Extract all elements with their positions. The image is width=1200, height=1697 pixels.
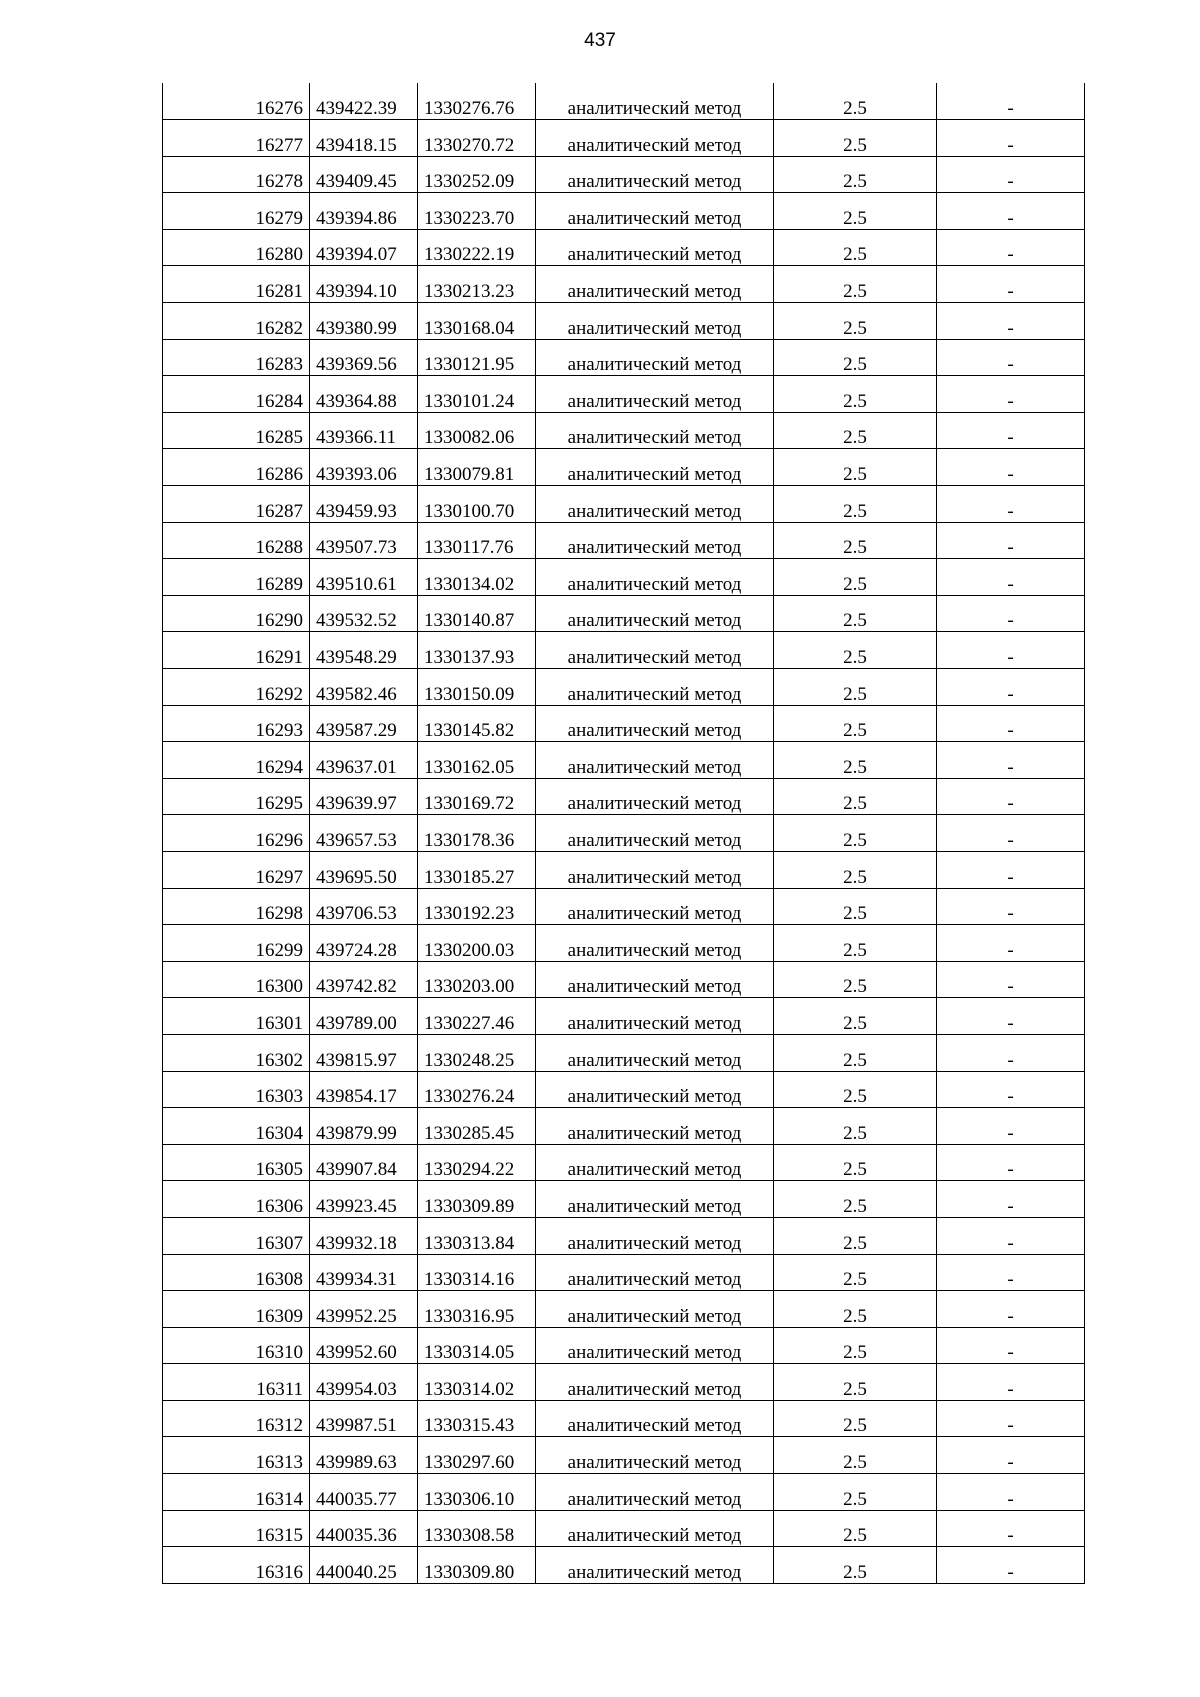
x-coordinate-cell: 439907.84 xyxy=(310,1144,418,1181)
point-number-cell: 16292 xyxy=(163,669,310,706)
accuracy-cell: 2.5 xyxy=(774,83,937,120)
x-coordinate-cell: 439954.03 xyxy=(310,1364,418,1401)
accuracy-cell: 2.5 xyxy=(774,486,937,523)
method-cell: аналитический метод xyxy=(536,1254,774,1291)
table-row xyxy=(163,595,1085,632)
point-number-cell: 16284 xyxy=(163,376,310,413)
accuracy-cell: 2.5 xyxy=(774,120,937,157)
accuracy-cell: 2.5 xyxy=(774,522,937,559)
x-coordinate-cell: 439422.39 xyxy=(310,83,418,120)
note-cell: - xyxy=(937,1474,1085,1511)
method-cell: аналитический метод xyxy=(536,1217,774,1254)
method-cell: аналитический метод xyxy=(536,412,774,449)
x-coordinate-cell: 439815.97 xyxy=(310,1034,418,1071)
x-coordinate-cell: 439394.86 xyxy=(310,193,418,230)
table-row xyxy=(163,1181,1085,1218)
y-coordinate-cell: 1330314.16 xyxy=(418,1254,536,1291)
table-row xyxy=(163,1217,1085,1254)
table-row xyxy=(163,1071,1085,1108)
table-row xyxy=(163,778,1085,815)
y-coordinate-cell: 1330313.84 xyxy=(418,1217,536,1254)
accuracy-cell: 2.5 xyxy=(774,303,937,340)
x-coordinate-cell: 439695.50 xyxy=(310,851,418,888)
point-number-cell: 16283 xyxy=(163,339,310,376)
table-row xyxy=(163,1327,1085,1364)
point-number-cell: 16313 xyxy=(163,1437,310,1474)
table-row xyxy=(163,486,1085,523)
method-cell: аналитический метод xyxy=(536,961,774,998)
point-number-cell: 16276 xyxy=(163,83,310,120)
method-cell: аналитический метод xyxy=(536,376,774,413)
method-cell: аналитический метод xyxy=(536,1547,774,1584)
point-number-cell: 16281 xyxy=(163,266,310,303)
point-number-cell: 16306 xyxy=(163,1181,310,1218)
x-coordinate-cell: 439459.93 xyxy=(310,486,418,523)
accuracy-cell: 2.5 xyxy=(774,1071,937,1108)
y-coordinate-cell: 1330101.24 xyxy=(418,376,536,413)
point-number-cell: 16305 xyxy=(163,1144,310,1181)
x-coordinate-cell: 439932.18 xyxy=(310,1217,418,1254)
y-coordinate-cell: 1330297.60 xyxy=(418,1437,536,1474)
method-cell: аналитический метод xyxy=(536,1108,774,1145)
accuracy-cell: 2.5 xyxy=(774,1217,937,1254)
accuracy-cell: 2.5 xyxy=(774,888,937,925)
x-coordinate-cell: 440040.25 xyxy=(310,1547,418,1584)
point-number-cell: 16312 xyxy=(163,1400,310,1437)
table-row xyxy=(163,742,1085,779)
y-coordinate-cell: 1330178.36 xyxy=(418,815,536,852)
x-coordinate-cell: 439582.46 xyxy=(310,669,418,706)
method-cell: аналитический метод xyxy=(536,705,774,742)
x-coordinate-cell: 439587.29 xyxy=(310,705,418,742)
method-cell: аналитический метод xyxy=(536,888,774,925)
note-cell: - xyxy=(937,1034,1085,1071)
y-coordinate-cell: 1330079.81 xyxy=(418,449,536,486)
method-cell: аналитический метод xyxy=(536,1181,774,1218)
accuracy-cell: 2.5 xyxy=(774,1327,937,1364)
table-row xyxy=(163,815,1085,852)
table-row xyxy=(163,559,1085,596)
note-cell: - xyxy=(937,1181,1085,1218)
point-number-cell: 16291 xyxy=(163,632,310,669)
accuracy-cell: 2.5 xyxy=(774,376,937,413)
coordinates-table xyxy=(162,83,1085,1584)
note-cell: - xyxy=(937,412,1085,449)
note-cell: - xyxy=(937,156,1085,193)
note-cell: - xyxy=(937,1547,1085,1584)
x-coordinate-cell: 439507.73 xyxy=(310,522,418,559)
table-row xyxy=(163,1510,1085,1547)
point-number-cell: 16304 xyxy=(163,1108,310,1145)
table-row xyxy=(163,1034,1085,1071)
y-coordinate-cell: 1330192.23 xyxy=(418,888,536,925)
x-coordinate-cell: 439639.97 xyxy=(310,778,418,815)
y-coordinate-cell: 1330315.43 xyxy=(418,1400,536,1437)
y-coordinate-cell: 1330276.24 xyxy=(418,1071,536,1108)
table-row xyxy=(163,339,1085,376)
x-coordinate-cell: 439724.28 xyxy=(310,925,418,962)
accuracy-cell: 2.5 xyxy=(774,339,937,376)
y-coordinate-cell: 1330270.72 xyxy=(418,120,536,157)
x-coordinate-cell: 439637.01 xyxy=(310,742,418,779)
point-number-cell: 16307 xyxy=(163,1217,310,1254)
accuracy-cell: 2.5 xyxy=(774,156,937,193)
x-coordinate-cell: 439952.60 xyxy=(310,1327,418,1364)
accuracy-cell: 2.5 xyxy=(774,1291,937,1328)
method-cell: аналитический метод xyxy=(536,486,774,523)
method-cell: аналитический метод xyxy=(536,1437,774,1474)
x-coordinate-cell: 439742.82 xyxy=(310,961,418,998)
accuracy-cell: 2.5 xyxy=(774,412,937,449)
y-coordinate-cell: 1330203.00 xyxy=(418,961,536,998)
accuracy-cell: 2.5 xyxy=(774,1400,937,1437)
x-coordinate-cell: 439418.15 xyxy=(310,120,418,157)
accuracy-cell: 2.5 xyxy=(774,1510,937,1547)
method-cell: аналитический метод xyxy=(536,303,774,340)
point-number-cell: 16277 xyxy=(163,120,310,157)
table-row xyxy=(163,1364,1085,1401)
method-cell: аналитический метод xyxy=(536,1474,774,1511)
method-cell: аналитический метод xyxy=(536,669,774,706)
x-coordinate-cell: 439409.45 xyxy=(310,156,418,193)
y-coordinate-cell: 1330150.09 xyxy=(418,669,536,706)
accuracy-cell: 2.5 xyxy=(774,1437,937,1474)
x-coordinate-cell: 439532.52 xyxy=(310,595,418,632)
x-coordinate-cell: 439934.31 xyxy=(310,1254,418,1291)
y-coordinate-cell: 1330248.25 xyxy=(418,1034,536,1071)
method-cell: аналитический метод xyxy=(536,778,774,815)
method-cell: аналитический метод xyxy=(536,595,774,632)
accuracy-cell: 2.5 xyxy=(774,1034,937,1071)
note-cell: - xyxy=(937,1437,1085,1474)
table-row xyxy=(163,1437,1085,1474)
table-row xyxy=(163,632,1085,669)
y-coordinate-cell: 1330285.45 xyxy=(418,1108,536,1145)
method-cell: аналитический метод xyxy=(536,559,774,596)
note-cell: - xyxy=(937,120,1085,157)
table-row xyxy=(163,851,1085,888)
note-cell: - xyxy=(937,1291,1085,1328)
note-cell: - xyxy=(937,669,1085,706)
accuracy-cell: 2.5 xyxy=(774,1364,937,1401)
x-coordinate-cell: 439380.99 xyxy=(310,303,418,340)
method-cell: аналитический метод xyxy=(536,266,774,303)
accuracy-cell: 2.5 xyxy=(774,925,937,962)
y-coordinate-cell: 1330117.76 xyxy=(418,522,536,559)
y-coordinate-cell: 1330314.02 xyxy=(418,1364,536,1401)
accuracy-cell: 2.5 xyxy=(774,1547,937,1584)
note-cell: - xyxy=(937,815,1085,852)
method-cell: аналитический метод xyxy=(536,1400,774,1437)
note-cell: - xyxy=(937,925,1085,962)
y-coordinate-cell: 1330168.04 xyxy=(418,303,536,340)
note-cell: - xyxy=(937,193,1085,230)
point-number-cell: 16310 xyxy=(163,1327,310,1364)
y-coordinate-cell: 1330213.23 xyxy=(418,266,536,303)
note-cell: - xyxy=(937,522,1085,559)
point-number-cell: 16286 xyxy=(163,449,310,486)
x-coordinate-cell: 439879.99 xyxy=(310,1108,418,1145)
y-coordinate-cell: 1330134.02 xyxy=(418,559,536,596)
point-number-cell: 16302 xyxy=(163,1034,310,1071)
y-coordinate-cell: 1330169.72 xyxy=(418,778,536,815)
y-coordinate-cell: 1330222.19 xyxy=(418,229,536,266)
table-row xyxy=(163,266,1085,303)
y-coordinate-cell: 1330316.95 xyxy=(418,1291,536,1328)
note-cell: - xyxy=(937,1108,1085,1145)
note-cell: - xyxy=(937,595,1085,632)
y-coordinate-cell: 1330223.70 xyxy=(418,193,536,230)
x-coordinate-cell: 439394.07 xyxy=(310,229,418,266)
table-row xyxy=(163,1291,1085,1328)
note-cell: - xyxy=(937,1071,1085,1108)
y-coordinate-cell: 1330121.95 xyxy=(418,339,536,376)
method-cell: аналитический метод xyxy=(536,1034,774,1071)
point-number-cell: 16311 xyxy=(163,1364,310,1401)
point-number-cell: 16278 xyxy=(163,156,310,193)
table-row xyxy=(163,888,1085,925)
y-coordinate-cell: 1330145.82 xyxy=(418,705,536,742)
note-cell: - xyxy=(937,632,1085,669)
note-cell: - xyxy=(937,1327,1085,1364)
y-coordinate-cell: 1330252.09 xyxy=(418,156,536,193)
accuracy-cell: 2.5 xyxy=(774,669,937,706)
method-cell: аналитический метод xyxy=(536,632,774,669)
note-cell: - xyxy=(937,1254,1085,1291)
table-body xyxy=(163,83,1085,1583)
method-cell: аналитический метод xyxy=(536,193,774,230)
x-coordinate-cell: 439366.11 xyxy=(310,412,418,449)
y-coordinate-cell: 1330162.05 xyxy=(418,742,536,779)
point-number-cell: 16290 xyxy=(163,595,310,632)
x-coordinate-cell: 439987.51 xyxy=(310,1400,418,1437)
page-number: 437 xyxy=(584,30,616,51)
x-coordinate-cell: 439952.25 xyxy=(310,1291,418,1328)
y-coordinate-cell: 1330100.70 xyxy=(418,486,536,523)
table-row xyxy=(163,193,1085,230)
accuracy-cell: 2.5 xyxy=(774,229,937,266)
y-coordinate-cell: 1330185.27 xyxy=(418,851,536,888)
accuracy-cell: 2.5 xyxy=(774,449,937,486)
point-number-cell: 16287 xyxy=(163,486,310,523)
point-number-cell: 16300 xyxy=(163,961,310,998)
table-row xyxy=(163,303,1085,340)
point-number-cell: 16282 xyxy=(163,303,310,340)
point-number-cell: 16314 xyxy=(163,1474,310,1511)
note-cell: - xyxy=(937,1510,1085,1547)
x-coordinate-cell: 439989.63 xyxy=(310,1437,418,1474)
point-number-cell: 16295 xyxy=(163,778,310,815)
note-cell: - xyxy=(937,778,1085,815)
note-cell: - xyxy=(937,486,1085,523)
table-row xyxy=(163,998,1085,1035)
method-cell: аналитический метод xyxy=(536,1071,774,1108)
note-cell: - xyxy=(937,266,1085,303)
table-row xyxy=(163,1400,1085,1437)
x-coordinate-cell: 439706.53 xyxy=(310,888,418,925)
x-coordinate-cell: 439364.88 xyxy=(310,376,418,413)
table-row xyxy=(163,156,1085,193)
x-coordinate-cell: 439369.56 xyxy=(310,339,418,376)
note-cell: - xyxy=(937,449,1085,486)
method-cell: аналитический метод xyxy=(536,156,774,193)
method-cell: аналитический метод xyxy=(536,83,774,120)
note-cell: - xyxy=(937,83,1085,120)
point-number-cell: 16288 xyxy=(163,522,310,559)
note-cell: - xyxy=(937,229,1085,266)
method-cell: аналитический метод xyxy=(536,522,774,559)
note-cell: - xyxy=(937,851,1085,888)
table-row xyxy=(163,961,1085,998)
method-cell: аналитический метод xyxy=(536,815,774,852)
method-cell: аналитический метод xyxy=(536,1510,774,1547)
point-number-cell: 16285 xyxy=(163,412,310,449)
method-cell: аналитический метод xyxy=(536,1327,774,1364)
table-row xyxy=(163,1547,1085,1584)
y-coordinate-cell: 1330294.22 xyxy=(418,1144,536,1181)
table-row xyxy=(163,669,1085,706)
point-number-cell: 16309 xyxy=(163,1291,310,1328)
method-cell: аналитический метод xyxy=(536,120,774,157)
x-coordinate-cell: 439393.06 xyxy=(310,449,418,486)
y-coordinate-cell: 1330082.06 xyxy=(418,412,536,449)
point-number-cell: 16298 xyxy=(163,888,310,925)
table-row xyxy=(163,83,1085,120)
note-cell: - xyxy=(937,888,1085,925)
note-cell: - xyxy=(937,742,1085,779)
point-number-cell: 16293 xyxy=(163,705,310,742)
accuracy-cell: 2.5 xyxy=(774,595,937,632)
accuracy-cell: 2.5 xyxy=(774,193,937,230)
method-cell: аналитический метод xyxy=(536,1144,774,1181)
accuracy-cell: 2.5 xyxy=(774,778,937,815)
accuracy-cell: 2.5 xyxy=(774,1474,937,1511)
y-coordinate-cell: 1330308.58 xyxy=(418,1510,536,1547)
point-number-cell: 16316 xyxy=(163,1547,310,1584)
note-cell: - xyxy=(937,1217,1085,1254)
accuracy-cell: 2.5 xyxy=(774,705,937,742)
table-row xyxy=(163,229,1085,266)
x-coordinate-cell: 439854.17 xyxy=(310,1071,418,1108)
table-row xyxy=(163,522,1085,559)
method-cell: аналитический метод xyxy=(536,998,774,1035)
y-coordinate-cell: 1330200.03 xyxy=(418,925,536,962)
note-cell: - xyxy=(937,376,1085,413)
method-cell: аналитический метод xyxy=(536,1364,774,1401)
y-coordinate-cell: 1330314.05 xyxy=(418,1327,536,1364)
note-cell: - xyxy=(937,559,1085,596)
accuracy-cell: 2.5 xyxy=(774,998,937,1035)
method-cell: аналитический метод xyxy=(536,339,774,376)
table-row xyxy=(163,1108,1085,1145)
y-coordinate-cell: 1330309.89 xyxy=(418,1181,536,1218)
accuracy-cell: 2.5 xyxy=(774,742,937,779)
point-number-cell: 16303 xyxy=(163,1071,310,1108)
table-row xyxy=(163,449,1085,486)
accuracy-cell: 2.5 xyxy=(774,1254,937,1291)
point-number-cell: 16308 xyxy=(163,1254,310,1291)
y-coordinate-cell: 1330276.76 xyxy=(418,83,536,120)
accuracy-cell: 2.5 xyxy=(774,632,937,669)
accuracy-cell: 2.5 xyxy=(774,961,937,998)
y-coordinate-cell: 1330137.93 xyxy=(418,632,536,669)
table-row xyxy=(163,705,1085,742)
accuracy-cell: 2.5 xyxy=(774,1108,937,1145)
table-row xyxy=(163,376,1085,413)
method-cell: аналитический метод xyxy=(536,925,774,962)
accuracy-cell: 2.5 xyxy=(774,1144,937,1181)
table-row xyxy=(163,120,1085,157)
table-row xyxy=(163,1144,1085,1181)
note-cell: - xyxy=(937,1400,1085,1437)
point-number-cell: 16297 xyxy=(163,851,310,888)
note-cell: - xyxy=(937,705,1085,742)
accuracy-cell: 2.5 xyxy=(774,266,937,303)
accuracy-cell: 2.5 xyxy=(774,1181,937,1218)
point-number-cell: 16315 xyxy=(163,1510,310,1547)
table-row xyxy=(163,412,1085,449)
x-coordinate-cell: 439510.61 xyxy=(310,559,418,596)
x-coordinate-cell: 439394.10 xyxy=(310,266,418,303)
x-coordinate-cell: 439789.00 xyxy=(310,998,418,1035)
method-cell: аналитический метод xyxy=(536,449,774,486)
table-row xyxy=(163,1254,1085,1291)
point-number-cell: 16296 xyxy=(163,815,310,852)
y-coordinate-cell: 1330140.87 xyxy=(418,595,536,632)
method-cell: аналитический метод xyxy=(536,1291,774,1328)
note-cell: - xyxy=(937,1144,1085,1181)
accuracy-cell: 2.5 xyxy=(774,851,937,888)
point-number-cell: 16279 xyxy=(163,193,310,230)
x-coordinate-cell: 440035.77 xyxy=(310,1474,418,1511)
x-coordinate-cell: 440035.36 xyxy=(310,1510,418,1547)
accuracy-cell: 2.5 xyxy=(774,559,937,596)
point-number-cell: 16301 xyxy=(163,998,310,1035)
point-number-cell: 16294 xyxy=(163,742,310,779)
method-cell: аналитический метод xyxy=(536,851,774,888)
y-coordinate-cell: 1330306.10 xyxy=(418,1474,536,1511)
x-coordinate-cell: 439548.29 xyxy=(310,632,418,669)
method-cell: аналитический метод xyxy=(536,229,774,266)
note-cell: - xyxy=(937,339,1085,376)
note-cell: - xyxy=(937,998,1085,1035)
note-cell: - xyxy=(937,1364,1085,1401)
note-cell: - xyxy=(937,961,1085,998)
method-cell: аналитический метод xyxy=(536,742,774,779)
point-number-cell: 16280 xyxy=(163,229,310,266)
note-cell: - xyxy=(937,303,1085,340)
x-coordinate-cell: 439657.53 xyxy=(310,815,418,852)
y-coordinate-cell: 1330227.46 xyxy=(418,998,536,1035)
accuracy-cell: 2.5 xyxy=(774,815,937,852)
y-coordinate-cell: 1330309.80 xyxy=(418,1547,536,1584)
point-number-cell: 16299 xyxy=(163,925,310,962)
table-row xyxy=(163,925,1085,962)
point-number-cell: 16289 xyxy=(163,559,310,596)
table-row xyxy=(163,1474,1085,1511)
x-coordinate-cell: 439923.45 xyxy=(310,1181,418,1218)
